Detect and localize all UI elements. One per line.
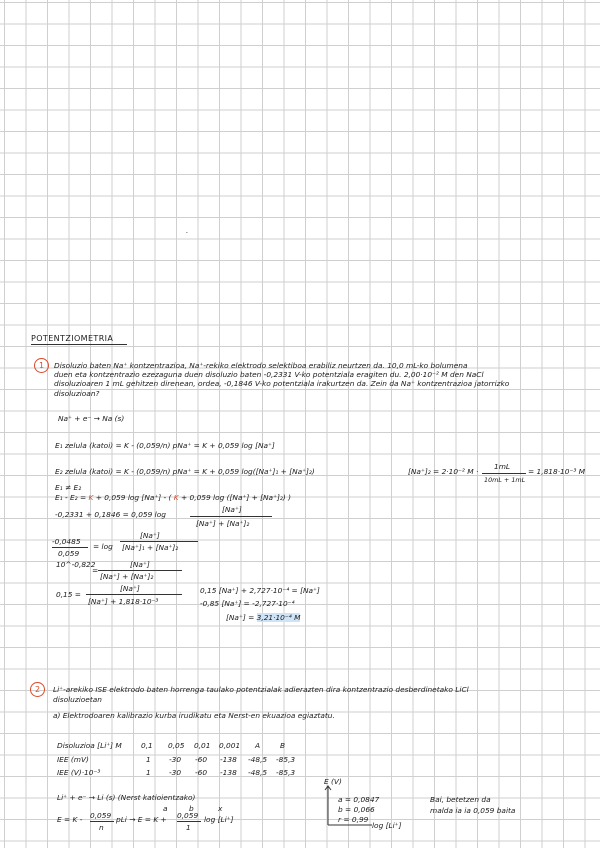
- table-row2-c5: -48,5: [248, 768, 268, 777]
- ex2-subquestion-a: a) Elektrodoaren kalibrazio kurba irudikatu eta Nerst-en ekuazioa egiaztatu.: [53, 711, 335, 720]
- ex1-step3-lhs: -0,2331 + 0,1846 = 0,059 log: [55, 510, 166, 519]
- table-row1-c6: -85,3: [276, 755, 296, 764]
- ex1-diff-cancelled-k1: K: [88, 493, 94, 502]
- ex1-step6-denominator: [Na⁺] + 1,818·10⁻³: [88, 597, 159, 606]
- ex2-eq-frac-den: n: [99, 823, 104, 832]
- ex2-eq-rhs: log [Li⁺]: [204, 815, 234, 824]
- table-header-c5: A: [255, 741, 261, 750]
- ex1-step3-numerator: [Na⁺]: [222, 505, 242, 514]
- graph-y-label: E (V): [324, 777, 342, 786]
- table-header-label: Disoluzioa [Li⁺] M: [57, 741, 122, 750]
- graph-x-label: log [Li⁺]: [372, 821, 402, 830]
- table-row2-c6: -85,3: [276, 768, 296, 777]
- ex1-step4-numerator: -0,0485: [52, 537, 81, 546]
- fit-intercept-b: b = 0,066: [338, 805, 375, 814]
- ex2-statement-line-2: disoluzioetan: [53, 695, 102, 704]
- ex1-statement-line-1: Disoluzio baten Na⁺ kontzentrazioa, Na⁺-rekiko elektrodo selektiboa erabiliz neurtzen da. 10,0 mL-ko bolumena: [54, 361, 468, 370]
- table-row2-c1: 1: [146, 768, 151, 777]
- ex1-na2-denominator: 10mL + 1mL: [484, 476, 526, 484]
- ex2-eq-mid: pLi → E = K +: [116, 815, 167, 824]
- table-row1-c3: -60: [195, 755, 208, 764]
- ex1-diff-part-a: E₁ - E₂ =: [55, 493, 87, 502]
- ex1-step4-eq: = log: [93, 542, 113, 551]
- table-row2-c4: -138: [220, 768, 237, 777]
- table-row2-c2: -30: [169, 768, 182, 777]
- ex2-reaction: Li⁺ + e⁻ → Li (s) (Nerst katioientzako): [57, 793, 196, 802]
- ex1-step6-result-1: 0,15 [Na⁺] + 2,727·10⁻⁴ = [Na⁺]: [200, 586, 320, 595]
- ex1-final-value: 3,21·10⁻⁴ M: [256, 613, 301, 622]
- table-row1-c2: -30: [169, 755, 182, 764]
- ex1-step6-lhs: 0,15 =: [56, 590, 81, 599]
- fit-correlation-r: r = 0,99: [338, 815, 369, 824]
- ex1-reaction: Na⁺ + e⁻ → Na (s): [58, 414, 125, 423]
- ex2-label-b: b: [189, 804, 194, 813]
- ex2-eq-frac2-den: 1: [186, 823, 191, 832]
- ex1-step3-denominator: [Na⁺] + [Na⁺]₂: [196, 519, 250, 528]
- conclusion-line-1: Bai, betetzen da: [430, 795, 491, 804]
- ex1-diff-part-c: + 0,059 log ([Na⁺] + [Na⁺]₂) ): [180, 493, 291, 502]
- ex1-step4-denominator: 0,059: [58, 549, 80, 558]
- table-row1-c4: -138: [220, 755, 237, 764]
- table-row1-c1: 1: [146, 755, 151, 764]
- ex1-na2-numerator: 1mL: [494, 462, 511, 471]
- table-header-c2: 0,05: [168, 741, 185, 750]
- table-header-c4: 0,001: [219, 741, 241, 750]
- ex1-statement-line-4: disoluzioan?: [54, 389, 100, 398]
- ex1-diff-cancelled-k2: K: [173, 493, 179, 502]
- ex1-step5-eq: =: [92, 566, 99, 575]
- ex2-eq-frac2-num: 0,059: [177, 811, 199, 820]
- ex1-final-lhs: [Na⁺] =: [226, 613, 255, 622]
- exercise-2-number: 2: [30, 682, 45, 697]
- ex2-statement-line-1: Li⁺-arekiko ISE elektrodo baten horrenga taulako potentzialak adierazten dira kontzentrazio desberdinetako LiCl: [53, 685, 469, 694]
- ex1-step5-numerator: [Na⁺]: [130, 560, 150, 569]
- ex1-cell-e2: E₂ zelula (katoi) = K - (0,059/n) pNa⁺ = K + 0,059 log([Na⁺]₁ + [Na⁺]₂): [55, 467, 315, 476]
- stray-dot: .: [186, 226, 189, 235]
- table-row2-c3: -60: [195, 768, 208, 777]
- table-header-c6: B: [280, 741, 286, 750]
- ex2-eq-frac-num: 0,059: [90, 811, 112, 820]
- ex1-step4-frac-num: [Na⁺]: [140, 531, 160, 540]
- ex1-cell-e1: E₁ zelula (katoi) = K - (0,059/n) pNa⁺ = K + 0,059 log [Na⁺]: [55, 441, 275, 450]
- ex1-step6-result-2: -0,85 [Na⁺] = -2,727·10⁻⁴: [200, 599, 295, 608]
- table-row1-c5: -48,5: [248, 755, 268, 764]
- table-row2-label: IEE (V)·10⁻³: [57, 768, 101, 777]
- ex1-step4-frac-den: [Na⁺]₁ + [Na⁺]₂: [122, 543, 179, 552]
- table-header-c3: 0,01: [194, 741, 211, 750]
- ex1-na2-lhs: [Na⁺]₂ = 2·10⁻² M ·: [408, 467, 479, 476]
- ex1-na2-result: = 1,818·10⁻³ M: [528, 467, 586, 476]
- ex1-step5-denominator: [Na⁺] + [Na⁺]₂: [100, 572, 154, 581]
- ex1-statement-line-3: disoluzioaren 1 mL gehitzen direnean, ordea, -0,1846 V-ko potentziala irakurtzen da. Zein da Na⁺ kontzentrazioa jatorrizko: [54, 379, 510, 388]
- conclusion-line-2: malda ia ia 0,059 baita: [430, 806, 516, 815]
- ex2-eq-lhs: E = K -: [57, 815, 83, 824]
- ex2-label-a: a: [163, 804, 168, 813]
- table-header-c1: 0,1: [141, 741, 153, 750]
- ex1-diff-part-b: + 0,059 log [Na⁺] - (: [95, 493, 172, 502]
- fit-slope-a: a = 0,0847: [338, 795, 380, 804]
- ex1-step5-power: 10^-0,822: [56, 560, 96, 569]
- ex1-statement-line-2: duen eta kontzentrazio ezezaguna duen disoluzio baten -0,2331 V-ko potentziala eragiten du. 2,00·10⁻² M den NaCl: [54, 370, 484, 379]
- page-title: POTENTZIOMETRIA: [31, 334, 114, 343]
- ex1-step6-numerator: [Na⁺]: [120, 584, 140, 593]
- exercise-1-number: 1: [34, 358, 49, 373]
- ex2-label-x: x: [218, 804, 223, 813]
- ex1-step-inequality: E₁ ≠ E₂: [55, 483, 82, 492]
- table-row1-label: IEE (mV): [57, 755, 89, 764]
